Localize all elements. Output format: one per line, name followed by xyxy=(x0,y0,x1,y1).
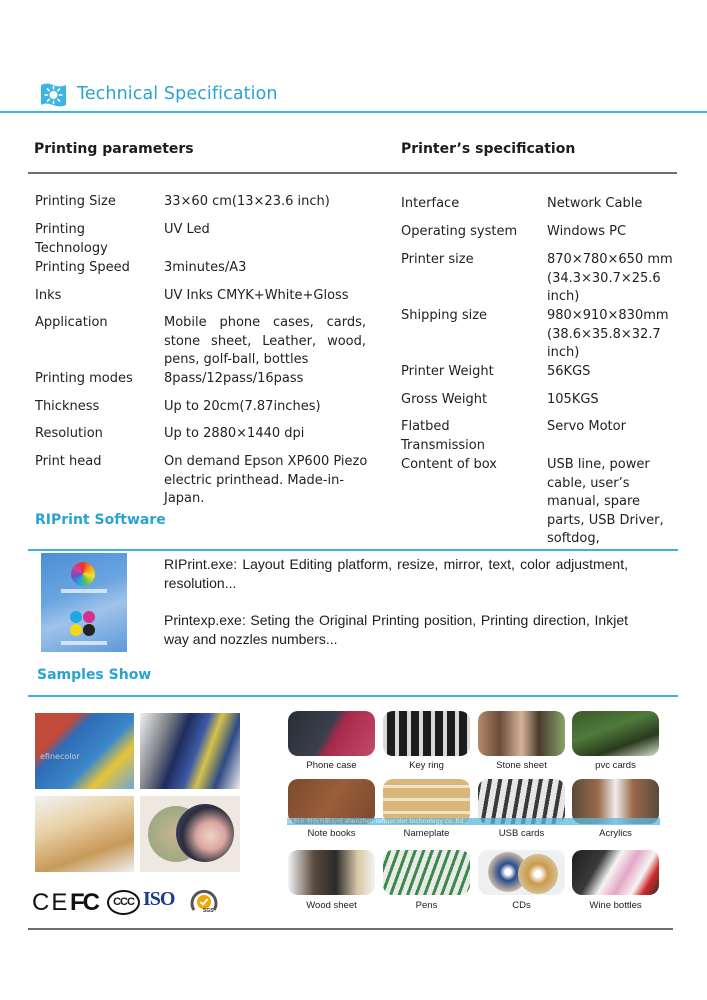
photo-watermark: efinecolor xyxy=(40,752,80,761)
param-value: 3minutes/A3 xyxy=(164,260,247,275)
spec-value: 980×910×830mm (38.6×35.8×32.7 inch) xyxy=(547,308,669,360)
riprint-description xyxy=(164,555,628,593)
param-label: Printing Speed xyxy=(35,260,130,275)
sample-thumb-wood-sheet xyxy=(288,850,375,895)
printing-parameters-heading: Printing parameters xyxy=(34,141,194,157)
spec-label: Operating system xyxy=(401,224,518,239)
footer-divider xyxy=(28,928,673,930)
spec-label: Printer Weight xyxy=(401,364,494,379)
spec-label: Gross Weight xyxy=(401,392,488,407)
fc-logo-icon: FC xyxy=(70,889,98,916)
param-value: 8pass/12pass/16pass xyxy=(164,371,304,386)
sample-photo-wood-box xyxy=(35,796,134,872)
sample-caption: Note books xyxy=(307,828,356,839)
spec-label: Interface xyxy=(401,196,460,211)
page-title: Technical Specification xyxy=(77,84,278,104)
spec-label: Content of box xyxy=(401,457,497,472)
samples-divider xyxy=(28,695,678,697)
sample-caption: Pens xyxy=(415,900,438,911)
spec-label: Flatbed Transmission xyxy=(401,419,485,453)
printexp-icon-label xyxy=(61,641,107,645)
param-label: Print head xyxy=(35,454,102,469)
iso-logo-icon: ISO xyxy=(143,888,175,910)
sample-caption: Wine bottles xyxy=(589,900,642,911)
sample-photo-round-coasters xyxy=(140,796,240,872)
sample-caption: Key ring xyxy=(409,760,444,771)
param-value: Up to 2880×1440 dpi xyxy=(164,426,305,441)
sample-thumb-cds xyxy=(478,850,565,895)
spec-value: 870×780×650 mm (34.3×30.7×25.6 inch) xyxy=(547,252,673,304)
sample-thumb-pens xyxy=(383,850,470,895)
param-label: Printing Technology xyxy=(35,222,108,256)
sample-caption: Stone sheet xyxy=(496,760,547,771)
spec-value: USB line, power cable, user’s manual, spare parts, USB Driver, softdog, xyxy=(547,457,664,546)
section-divider xyxy=(28,172,677,174)
param-label: Thickness xyxy=(35,399,100,414)
printexp-description xyxy=(164,611,628,649)
spec-value: Servo Motor xyxy=(547,419,626,434)
software-heading: RIPrint Software xyxy=(35,512,166,528)
spec-value: 56KGS xyxy=(547,364,591,379)
sample-thumb-pvc-cards xyxy=(572,711,659,756)
param-label: Resolution xyxy=(35,426,103,441)
spec-label: Shipping size xyxy=(401,308,488,323)
sample-thumb-key-ring xyxy=(383,711,470,756)
ccc-logo-icon: CCC xyxy=(107,890,140,915)
param-value: Up to 20cm(7.87inches) xyxy=(164,399,321,414)
param-label: Printing Size xyxy=(35,194,116,209)
spec-value: Windows PC xyxy=(547,224,627,239)
sample-caption: Acrylics xyxy=(599,828,632,839)
param-value: 33×60 cm(13×23.6 inch) xyxy=(164,194,330,209)
printer-specification-heading: Printer’s specification xyxy=(401,141,576,157)
printexp-app-icon[interactable] xyxy=(70,611,96,637)
ce-logo-icon: CE xyxy=(32,889,70,916)
spec-value: 105KGS xyxy=(547,392,599,407)
param-label: Printing modes xyxy=(35,371,133,386)
banner-watermark: 深圳市 科技有限公司 shenzhen refinecolor technology co.,ltd xyxy=(287,818,660,825)
param-label: Application xyxy=(35,315,108,330)
param-value: UV Led xyxy=(164,222,210,237)
sample-caption: CDs xyxy=(512,900,531,911)
sgs-logo-icon xyxy=(189,886,219,916)
param-value: UV Inks CMYK+White+Gloss xyxy=(164,288,349,303)
samples-heading: Samples Show xyxy=(37,667,152,683)
sgs-label: SGS xyxy=(203,908,214,914)
sample-thumb-stone-sheet xyxy=(478,711,565,756)
riprint-app-icon[interactable] xyxy=(71,562,95,586)
sample-caption: pvc cards xyxy=(595,760,636,771)
param-value: Mobile phone cases, cards, stone sheet, Leather, wood, pens, golf-ball, bottles xyxy=(164,315,366,367)
sample-caption: Phone case xyxy=(306,760,357,771)
sample-photo-phone-cases xyxy=(140,713,240,789)
header-divider xyxy=(0,111,707,113)
sample-caption: USB cards xyxy=(498,828,545,839)
sample-photo-cards xyxy=(35,713,134,789)
sample-thumb-phone-case xyxy=(288,711,375,756)
riprint-description-text: RIPrint.exe: Layout Editing platform, resize, mirror, text, color adjustment, resolution... xyxy=(164,556,628,591)
software-icons-screenshot xyxy=(41,553,127,652)
sun-flag-icon xyxy=(40,82,67,108)
sample-thumb-wine-bottles xyxy=(572,850,659,895)
spec-value: Network Cable xyxy=(547,196,643,211)
sample-caption: Nameplate xyxy=(403,828,450,839)
sample-caption: Wood sheet xyxy=(306,900,357,911)
param-value: On demand Epson XP600 Piezo electric printhead. Made-in-Japan. xyxy=(164,454,368,506)
riprint-icon-label xyxy=(61,589,107,593)
param-label: Inks xyxy=(35,288,62,303)
printexp-description-text: Printexp.exe: Seting the Original Printing position, Printing direction, Inkjet way and nozzles numbers... xyxy=(164,612,628,647)
spec-label: Printer size xyxy=(401,252,474,267)
software-divider xyxy=(28,549,678,551)
